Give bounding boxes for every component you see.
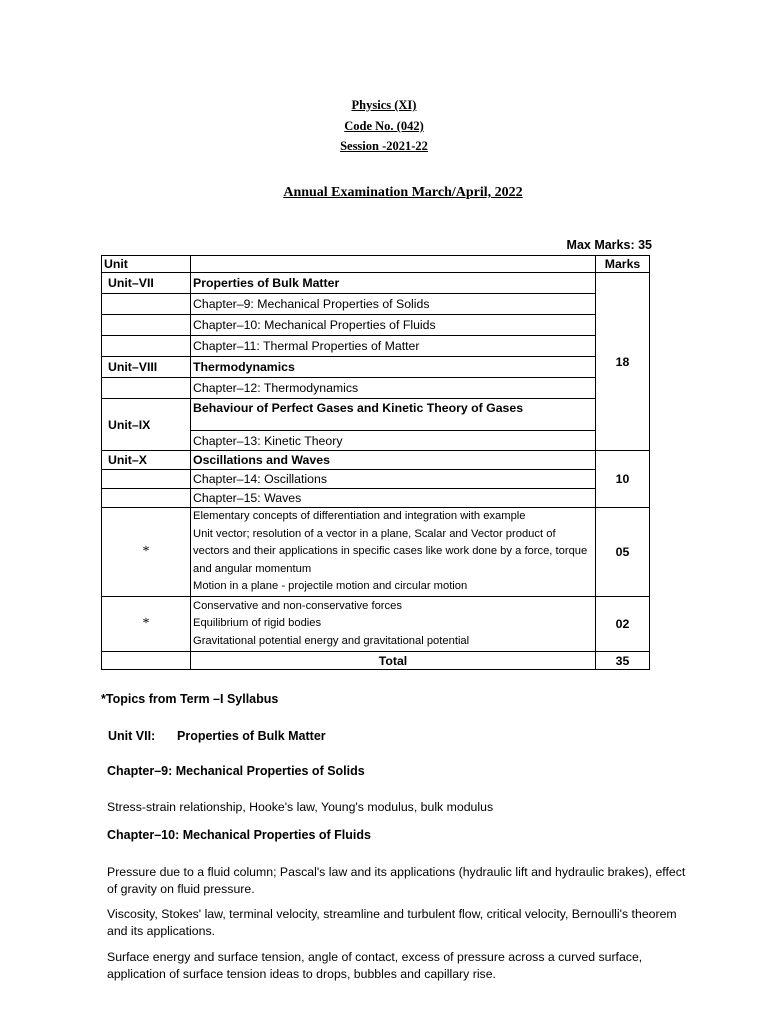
unit-vii-label: Unit VII:	[108, 729, 156, 743]
extra-topics-2	[191, 597, 596, 652]
blank-cell	[102, 489, 191, 508]
term-one-note: *Topics from Term –I Syllabus	[101, 692, 279, 706]
blank-cell	[102, 652, 191, 670]
chapter-10-heading: Chapter–10: Mechanical Properties of Fluids	[107, 828, 371, 842]
blank-cell	[102, 315, 191, 336]
header-unit: Unit	[102, 256, 191, 273]
extra-topic-line: Unit vector; resolution of a vector in a plane, Scalar and Vector product of vectors and their applications in specific cases like work done by a force, torque and angular momentum	[193, 527, 588, 575]
unit-x: Unit–X	[102, 451, 191, 470]
marks-group-4: 02	[596, 597, 650, 652]
extra-topic-line: Gravitational potential energy and gravitational potential	[193, 634, 470, 647]
extra-topic-line: Equilibrium of rigid bodies	[193, 617, 322, 630]
extra-topic-line: Elementary concepts of differentiation and integration with example	[193, 510, 526, 523]
exam-title: Annual Examination March/April, 2022	[283, 185, 523, 200]
code-number: Code No. (042)	[344, 119, 424, 133]
paragraph-viscosity: Viscosity, Stokes' law, terminal velocity, streamline and turbulent flow, critical velocity, Bernoulli's theorem and its applications.	[107, 907, 677, 938]
unit-vii-heading: Properties of Bulk Matter	[177, 729, 326, 743]
chapter-9: Chapter–9: Mechanical Properties of Solids	[191, 294, 596, 315]
unit-viii-title: Thermodynamics	[191, 357, 596, 378]
chapter-14: Chapter–14: Oscillations	[191, 470, 596, 489]
unit-vii: Unit–VII	[102, 273, 191, 294]
session-label: Session -2021-22	[340, 139, 428, 153]
max-marks: Max Marks: 35	[566, 238, 652, 252]
subject-title: Physics (XI)	[351, 98, 417, 112]
chapter-9-heading: Chapter–9: Mechanical Properties of Solids	[107, 764, 365, 778]
marks-group-1: 18	[596, 273, 650, 451]
blank-cell	[102, 378, 191, 399]
extra-topic-line: Motion in a plane - projectile motion and circular motion	[193, 580, 468, 593]
chapter-9-text: Stress-strain relationship, Hooke's law, Young's modulus, bulk modulus	[107, 800, 494, 814]
unit-x-title: Oscillations and Waves	[191, 451, 596, 470]
unit-ix: Unit–IX	[102, 399, 191, 451]
total-label: Total	[191, 652, 596, 670]
asterisk-marker: *	[102, 508, 191, 597]
extra-topics-1	[191, 508, 596, 597]
unit-viii: Unit–VIII	[102, 357, 191, 378]
header-marks: Marks	[596, 256, 650, 273]
chapter-10: Chapter–10: Mechanical Properties of Fluids	[191, 315, 596, 336]
marks-group-3: 05	[596, 508, 650, 597]
total-value: 35	[596, 652, 650, 670]
paragraph-surface-tension: Surface energy and surface tension, angle of contact, excess of pressure across a curved surface, application of surface tension ideas to drops, bubbles and capillary rise.	[107, 950, 643, 981]
chapter-12: Chapter–12: Thermodynamics	[191, 378, 596, 399]
blank-cell	[102, 470, 191, 489]
unit-ix-title: Behaviour of Perfect Gases and Kinetic Theory of Gases	[191, 399, 596, 431]
unit-vii-title: Properties of Bulk Matter	[191, 273, 596, 294]
blank-cell	[102, 294, 191, 315]
syllabus-table	[101, 255, 650, 670]
chapter-13: Chapter–13: Kinetic Theory	[191, 431, 596, 451]
chapter-11: Chapter–11: Thermal Properties of Matter	[191, 336, 596, 357]
header-blank	[191, 256, 596, 273]
chapter-15: Chapter–15: Waves	[191, 489, 596, 508]
extra-topic-line: Conservative and non-conservative forces	[193, 599, 402, 612]
paragraph-pressure: Pressure due to a fluid column; Pascal's law and its applications (hydraulic lift and hydraulic brakes), effect of gravity on fluid pressure.	[107, 865, 686, 896]
marks-group-2: 10	[596, 451, 650, 508]
asterisk-marker: *	[102, 597, 191, 652]
blank-cell	[102, 336, 191, 357]
